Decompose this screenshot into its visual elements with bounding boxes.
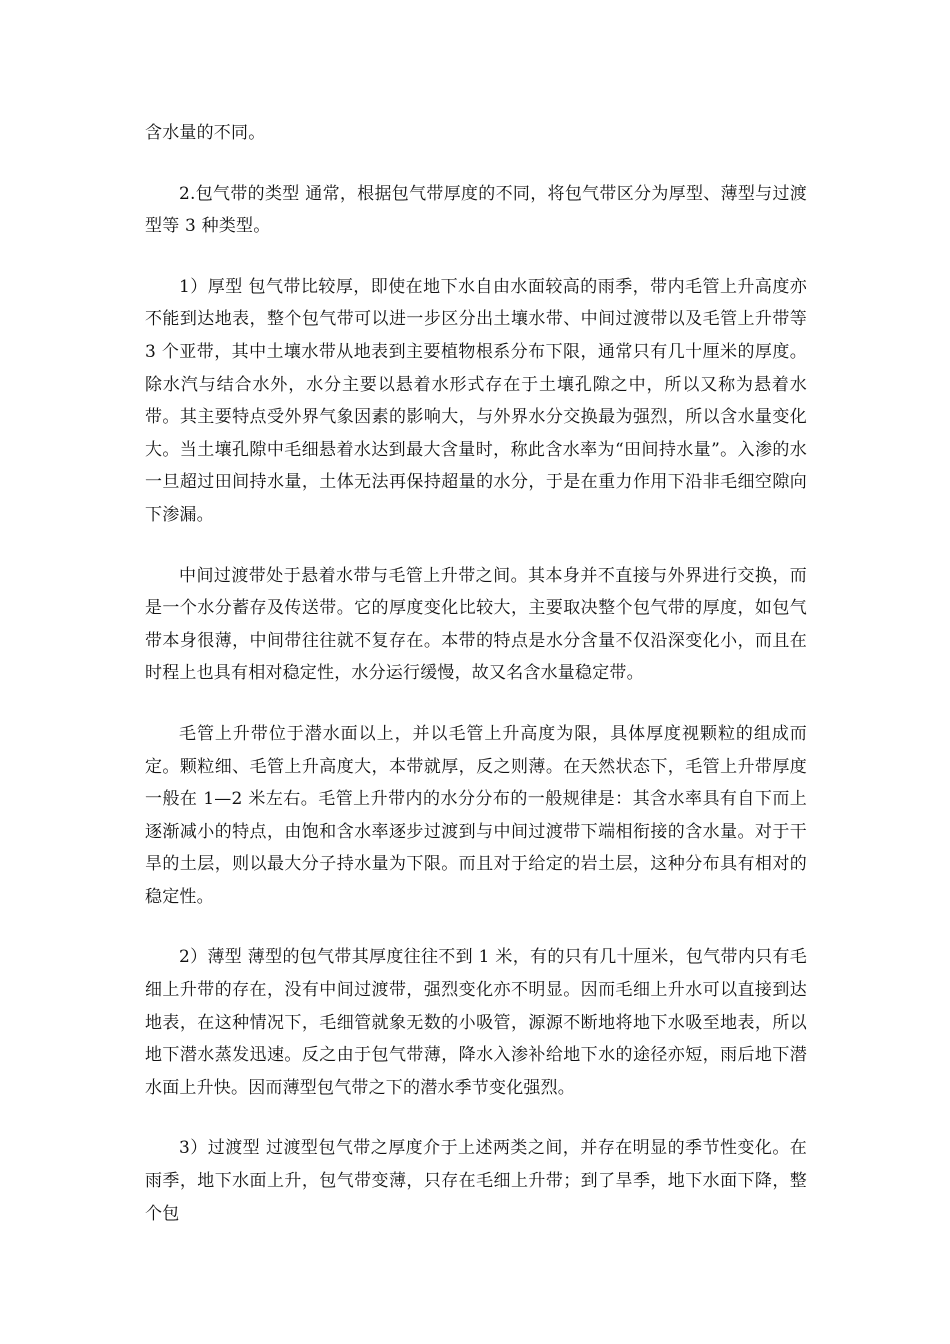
paragraph-thick-type: 1）厚型 包气带比较厚，即使在地下水自由水面较高的雨季，带内毛管上升高度亦不能到达地表，整个包气带可以进一步区分出土壤水带、中间过渡带以及毛管上升带等 3 个亚带，其中土壤水带从地表到主要植物根系分布下限，通常只有几十厘米的厚度。除水汽与结合水外，水分主要以悬着水形式存在于土壤孔隙之中，所以又称为悬着水带。其主要特点受外界气象因素的影响大，与外界水分交换最为强烈，所以含水量变化大。当土壤孔隙中毛细悬着水达到最大含量时，称此含水率为“田间持水量”。入渗的水一旦超过田间持水量，土体无法再保持超量的水分，于是在重力作用下沿非毛细空隙向下渗漏。 bbox=[145, 276, 807, 525]
paragraph-transition-type: 3）过渡型 过渡型包气带之厚度介于上述两类之间，并存在明显的季节性变化。在雨季，地下水面上升，包气带变薄，只存在毛细上升带；到了旱季，地下水面下降，整个包 bbox=[145, 1138, 807, 1224]
paragraph-capillary-zone: 毛管上升带位于潜水面以上，并以毛管上升高度为限，具体厚度视颗粒的组成而定。颗粒细、毛管上升高度大，本带就厚，反之则薄。在天然状态下，毛管上升带厚度一般在 1—2 米左右。毛管上升带内的水分分布的一般规律是：其含水率具有自下而上逐渐减小的特点，由饱和含水率逐步过渡到与中间过渡带下端相衔接的含水量。对于干旱的土层，则以最大分子持水量为下限。而且对于给定的岩土层，这种分布具有相对的稳定性。 bbox=[145, 723, 807, 907]
paragraph-thin-type: 2）薄型 薄型的包气带其厚度往往不到 1 米，有的只有几十厘米，包气带内只有毛细上升带的存在，没有中间过渡带，强烈变化亦不明显。因而毛细上升水可以直接到达地表，在这种情况下，毛细管就象无数的小吸管，源源不断地将地下水吸至地表，所以地下潜水蒸发迅速。反之由于包气带薄，降水入渗补给地下水的途径亦短，雨后地下潜水面上升快。因而薄型包气带之下的潜水季节变化强烈。 bbox=[145, 947, 807, 1098]
paragraph-intermediate-zone: 中间过渡带处于悬着水带与毛管上升带之间。其本身并不直接与外界进行交换，而是一个水分蓄存及传送带。它的厚度变化比较大，主要取决整个包气带的厚度，如包气带本身很薄，中间带往往就不复存在。本带的特点是水分含量不仅沿深变化小，而且在时程上也具有相对稳定性，水分运行缓慢，故又名含水量稳定带。 bbox=[145, 565, 807, 684]
document-body bbox=[145, 117, 807, 1258]
paragraph-types-heading: 2.包气带的类型 通常，根据包气带厚度的不同，将包气带区分为厚型、薄型与过渡型等 3 种类型。 bbox=[145, 183, 807, 237]
paragraph-continuation: 含水量的不同。 bbox=[145, 123, 266, 143]
